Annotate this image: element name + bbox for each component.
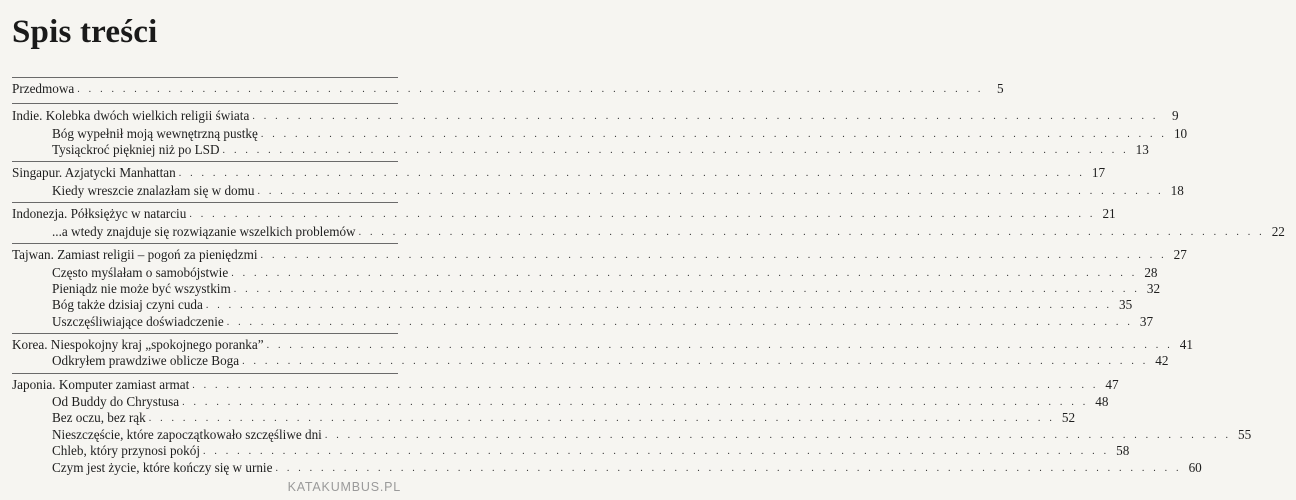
toc-entry-title: Korea. Niespokojny kraj „spokojnego poranka” xyxy=(12,337,264,352)
toc-page-number: 35 xyxy=(1119,297,1133,312)
toc-subentry xyxy=(0,141,1149,159)
toc-leader-dots: . . . . . . . . . . . . . . . . . . . . . . . . . . . . . . . . . . . . . . . . . . . . . . . . . . . . . . . . . . . . . . . . . . . . . . . . . . . . . . . . xyxy=(266,340,1173,351)
toc-chapter-entry xyxy=(0,164,1106,182)
toc-entry-title: Przedmowa xyxy=(12,81,75,96)
toc-page-number: 32 xyxy=(1146,281,1161,296)
toc-subentry xyxy=(0,352,1169,370)
toc-page-number: 28 xyxy=(1144,265,1158,280)
toc-leader-dots: . . . . . . . . . . . . . . . . . . . . . . . . . . . . . . . . . . . . . . . . . . . . . . . . . . . . . . . . . . . . . . . . . . . . . . . . . . . . . . . . xyxy=(226,317,1134,328)
toc-chapter-entry xyxy=(0,107,1179,125)
toc-entry-title: Japonia. Komputer zamiast armat xyxy=(12,377,190,392)
toc-entry-title: Od Buddy do Chrystusa xyxy=(52,394,180,409)
toc-entry-title: Nieszczęście, które zapoczątkowało szczęśliwe dni xyxy=(52,427,322,442)
toc-leader-dots: . . . . . . . . . . . . . . . . . . . . . . . . . . . . . . . . . . . . . . . . . . . . . . . . . . . . . . . . . . . . . . . . . . . . . . . . . . . . . . . . xyxy=(178,168,1086,179)
toc-entry-title: Indie. Kolebka dwóch wielkich religii świata xyxy=(12,108,250,123)
toc-page-number: 41 xyxy=(1179,337,1193,352)
section-divider xyxy=(12,373,398,374)
toc-page-number: 27 xyxy=(1173,247,1187,262)
section-divider xyxy=(12,77,398,78)
toc-leader-dots: . . . . . . . . . . . . . . . . . . . . . . . . . . . . . . . . . . . . . . . . . . . . . . . . . . . . . . . . . . . . . . . . . . . . . . . . . . . . . . . . xyxy=(242,356,1149,367)
toc-leader-dots: . . . . . . . . . . . . . . . . . . . . . . . . . . . . . . . . . . . . . . . . . . . . . . . . . . . . . . . . . . . . . . . . . . . . . . . . . . . . . . . . xyxy=(148,413,1056,424)
section-divider xyxy=(12,161,398,162)
toc-leader-dots: . . . . . . . . . . . . . . . . . . . . . . . . . . . . . . . . . . . . . . . . . . . . . . . . . . . . . . . . . . . . . . . . . . . . . . . . . . . . . . . . xyxy=(324,430,1232,441)
toc-leader-dots: . . . . . . . . . . . . . . . . . . . . . . . . . . . . . . . . . . . . . . . . . . . . . . . . . . . . . . . . . . . . . . . . . . . . . . . . . . . . . . . . xyxy=(77,84,984,95)
section-divider xyxy=(12,333,398,334)
section-divider xyxy=(12,103,398,104)
toc-entry-title: Indonezja. Półksiężyc w natarciu xyxy=(12,206,187,221)
toc-leader-dots: . . . . . . . . . . . . . . . . . . . . . . . . . . . . . . . . . . . . . . . . . . . . . . . . . . . . . . . . . . . . . . . . . . . . . . . . . . . . . . . . xyxy=(222,145,1129,156)
toc-leader-dots: . . . . . . . . . . . . . . . . . . . . . . . . . . . . . . . . . . . . . . . . . . . . . . . . . . . . . . . . . . . . . . . . . . . . . . . . . . . . . . . . xyxy=(275,463,1182,474)
toc-leader-dots: . . . . . . . . . . . . . . . . . . . . . . . . . . . . . . . . . . . . . . . . . . . . . . . . . . . . . . . . . . . . . . . . . . . . . . . . . . . . . . . . xyxy=(189,209,1096,220)
toc-entry-title: Singapur. Azjatycki Manhattan xyxy=(12,165,176,180)
toc-entry-title: Chleb, który przynosi pokój xyxy=(52,443,200,458)
toc-page-number: 58 xyxy=(1116,443,1130,458)
toc-entry-title: Pieniądz nie może być wszystkim xyxy=(52,281,231,296)
toc-page-number: 17 xyxy=(1091,165,1106,180)
toc-entry-title: Tajwan. Zamiast religii – pogoń za pieniędzmi xyxy=(12,247,258,262)
toc-page-number: 48 xyxy=(1095,394,1109,409)
toc-page-number: 10 xyxy=(1173,126,1188,141)
toc-entry-title: Bóg także dzisiaj czyni cuda xyxy=(52,297,203,312)
toc-leader-dots: . . . . . . . . . . . . . . . . . . . . . . . . . . . . . . . . . . . . . . . . . . . . . . . . . . . . . . . . . . . . . . . . . . . . . . . . . . . . . . . . xyxy=(182,397,1089,408)
toc-chapter-entry xyxy=(0,80,1004,98)
toc-page-number: 5 xyxy=(996,81,1004,96)
toc-leader-dots: . . . . . . . . . . . . . . . . . . . . . . . . . . . . . . . . . . . . . . . . . . . . . . . . . . . . . . . . . . . . . . . . . . . . . . . . . . . . . . . . xyxy=(358,227,1265,238)
watermark: KATAKUMBUS.PL xyxy=(287,480,401,494)
toc-chapter-entry xyxy=(0,205,1116,223)
toc-page-number: 22 xyxy=(1271,224,1285,239)
section-divider xyxy=(12,243,398,244)
toc-page-number: 21 xyxy=(1102,206,1116,221)
toc-subentry xyxy=(0,459,1202,477)
toc-subentry xyxy=(0,409,1076,427)
toc-page-number: 60 xyxy=(1188,460,1202,475)
toc-subentry xyxy=(0,223,1285,241)
toc-page-number: 42 xyxy=(1155,353,1169,368)
toc-entry-title: Kiedy wreszcie znalazłam się w domu xyxy=(52,183,255,198)
toc-subentry xyxy=(0,296,1133,314)
toc-page-number: 13 xyxy=(1135,142,1149,157)
toc-page-number: 52 xyxy=(1061,410,1076,425)
toc-page-number: 9 xyxy=(1172,108,1179,123)
toc-page-number: 47 xyxy=(1105,377,1119,392)
toc-entry-title: Odkryłem prawdziwe oblicze Boga xyxy=(52,353,240,368)
toc-page-number: 18 xyxy=(1170,183,1184,198)
toc-chapter-entry xyxy=(0,376,1119,394)
toc-entry-title: Często myślałam o samobójstwie xyxy=(52,265,229,280)
toc-leader-dots: . . . . . . . . . . . . . . . . . . . . . . . . . . . . . . . . . . . . . . . . . . . . . . . . . . . . . . . . . . . . . . . . . . . . . . . . . . . . . . . . xyxy=(252,111,1159,122)
section-divider xyxy=(12,202,398,203)
toc-page-number: 55 xyxy=(1237,427,1252,442)
toc-entry-title: Bóg wypełnił moją wewnętrzną pustkę xyxy=(52,126,258,141)
toc-leader-dots: . . . . . . . . . . . . . . . . . . . . . . . . . . . . . . . . . . . . . . . . . . . . . . . . . . . . . . . . . . . . . . . . . . . . . . . . . . . . . . . . xyxy=(233,284,1141,295)
toc-entry-title: Bez oczu, bez rąk xyxy=(52,410,146,425)
toc-leader-dots: . . . . . . . . . . . . . . . . . . . . . . . . . . . . . . . . . . . . . . . . . . . . . . . . . . . . . . . . . . . . . . . . . . . . . . . . . . . . . . . . xyxy=(260,250,1167,261)
toc-entry-title: Czym jest życie, które kończy się w urnie xyxy=(52,460,273,475)
toc-page-number: 37 xyxy=(1139,314,1154,329)
toc-entry-title: Uszczęśliwiające doświadczenie xyxy=(52,314,224,329)
toc-leader-dots: . . . . . . . . . . . . . . . . . . . . . . . . . . . . . . . . . . . . . . . . . . . . . . . . . . . . . . . . . . . . . . . . . . . . . . . . . . . . . . . . xyxy=(257,186,1164,197)
toc-leader-dots: . . . . . . . . . . . . . . . . . . . . . . . . . . . . . . . . . . . . . . . . . . . . . . . . . . . . . . . . . . . . . . . . . . . . . . . . . . . . . . . . xyxy=(231,268,1138,279)
toc-subentry xyxy=(0,442,1130,460)
toc-leader-dots: . . . . . . . . . . . . . . . . . . . . . . . . . . . . . . . . . . . . . . . . . . . . . . . . . . . . . . . . . . . . . . . . . . . . . . . . . . . . . . . . xyxy=(205,300,1113,311)
toc-entry-title: Tysiąckroć piękniej niż po LSD xyxy=(52,142,220,157)
toc-entry-title: ...a wtedy znajduje się rozwiązanie wszelkich problemów xyxy=(52,224,356,239)
toc-subentry xyxy=(0,313,1154,331)
toc-chapter-entry xyxy=(0,246,1187,264)
toc-leader-dots: . . . . . . . . . . . . . . . . . . . . . . . . . . . . . . . . . . . . . . . . . . . . . . . . . . . . . . . . . . . . . . . . . . . . . . . . . . . . . . . . xyxy=(202,446,1110,457)
toc-subentry xyxy=(0,182,1184,200)
toc-leader-dots: . . . . . . . . . . . . . . . . . . . . . . . . . . . . . . . . . . . . . . . . . . . . . . . . . . . . . . . . . . . . . . . . . . . . . . . . . . . . . . . . xyxy=(260,129,1168,140)
toc-leader-dots: . . . . . . . . . . . . . . . . . . . . . . . . . . . . . . . . . . . . . . . . . . . . . . . . . . . . . . . . . . . . . . . . . . . . . . . . . . . . . . . . xyxy=(192,380,1099,391)
page-title: Spis treści xyxy=(12,14,158,50)
